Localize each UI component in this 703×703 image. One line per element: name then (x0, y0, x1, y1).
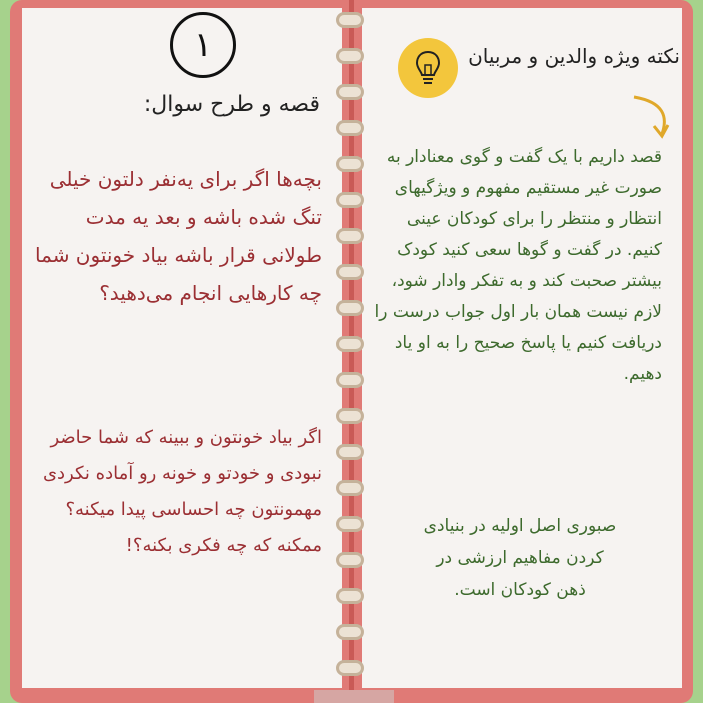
binder-ring-icon (336, 624, 364, 640)
binder-ring-icon (336, 12, 364, 28)
binder-ring-icon (336, 156, 364, 172)
binder-ring-icon (336, 336, 364, 352)
binder-ring-icon (336, 264, 364, 280)
lesson-number: ١ (193, 25, 213, 65)
section-title: قصه و طرح سوال: (143, 92, 320, 117)
binder-ring-icon (336, 516, 364, 532)
binder-ring-icon (336, 408, 364, 424)
curved-arrow-icon (624, 92, 674, 142)
binder-ring-icon (336, 588, 364, 604)
binder-ring-icon (336, 444, 364, 460)
binder-ring-icon (336, 480, 364, 496)
tip-heading: نکته ویژه والدین و مربیان (468, 44, 680, 68)
binder-ring-icon (336, 120, 364, 136)
binder-ring-icon (336, 48, 364, 64)
binder-ring-icon (336, 552, 364, 568)
binder-ring-icon (336, 192, 364, 208)
binder-ring-icon (336, 660, 364, 676)
key-takeaway: صبوری اصل اولیه در بنیادی کردن مفاهیم ارزشی در ذهن کودکان است. (423, 516, 617, 600)
binder-ring-icon (336, 84, 364, 100)
lesson-number-badge (170, 12, 236, 78)
light-bulb-icon (398, 38, 458, 98)
binder-ring-icon (336, 228, 364, 244)
parent-note-body: قصد داریم با یک گفت و گوی معنادار به صورت غیر مستقیم مفهوم و ویژگیهای انتظار و منتظر را برای کودکان عینی کنیم. در گفت و گوها سعی کنید کودک بیشتر صحبت کند و به تفکر وادار شود، لازم نیست همان بار اول جواب درست را دریافت کنیم یا پاسخ صحیح را به او یاد دهیم. (374, 147, 662, 384)
binder-ring-icon (336, 372, 364, 388)
follow-up-question: اگر بیاد خونتون و ببینه که شما حاضر نبودی و خودتو و خونه رو آماده نکردی مهمونتون چه احساسی پیدا میکنه؟ ممکنه که چه فکری بکنه؟! (42, 427, 322, 556)
bottom-tab (314, 690, 394, 703)
binder-ring-icon (336, 300, 364, 316)
story-text: بچه‌ها اگر برای یه‌نفر دلتون خیلی تنگ شده باشه و بعد یه مدت طولانی قرار باشه بیاد خونتون شما چه کارهایی انجام می‌دهید؟ (35, 167, 322, 305)
